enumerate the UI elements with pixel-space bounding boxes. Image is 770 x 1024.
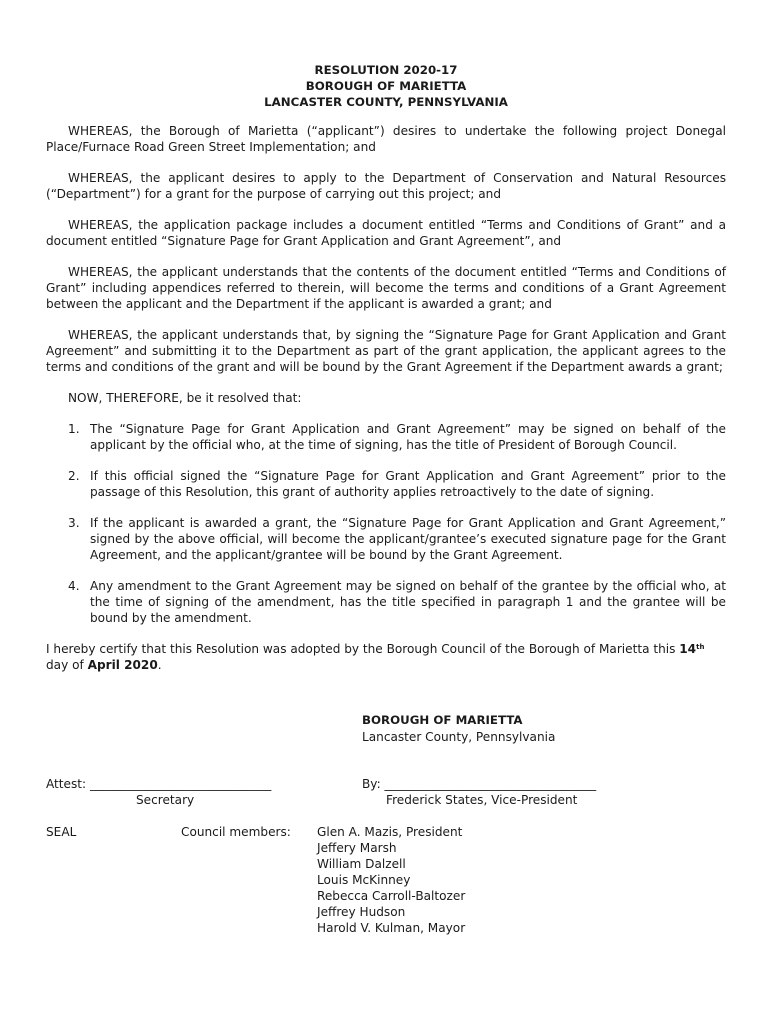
certify-day-suffix: th [696, 643, 705, 651]
whereas-paragraph: WHEREAS, the Borough of Marietta (“applicant”) desires to undertake the following project Donegal Place/Furnace Road Green Street Implementation; and [46, 124, 726, 154]
council-member: Louis McKinney [317, 873, 411, 887]
whereas-paragraph: WHEREAS, the application package includes a document entitled “Terms and Conditions of Grant” and a document entitled “Signature Page for Grant Application and Grant Agreement”, and [46, 218, 726, 248]
certify-month-year: April 2020 [87, 658, 158, 672]
resolution-document [46, 62, 726, 673]
council-member: Glen A. Mazis, President [317, 825, 463, 839]
seal-label: SEAL [46, 825, 77, 839]
resolution-items [46, 421, 726, 626]
signer-name-title: Frederick States, Vice-President [386, 793, 578, 807]
council-member: Rebecca Carroll-Baltozer [317, 889, 466, 903]
resolution-item [46, 578, 726, 626]
resolution-item [46, 421, 726, 453]
item-number: 1. [68, 422, 80, 436]
attest-title: Secretary [136, 793, 195, 807]
resolution-item [46, 515, 726, 563]
council-members-list [317, 824, 465, 936]
certify-text-middle: day of [46, 658, 88, 672]
item-text: If this official signed the “Signature Page for Grant Application and Grant Agreement” prior to the passage of this Resolution, this grant of authority applies retroactively to the date of signing. [90, 469, 726, 499]
certification-statement [46, 641, 726, 673]
item-text: The “Signature Page for Grant Application and Grant Agreement” may be signed on behalf of the applicant by the official who, at the time of signing, has the title of President of Borough Council. [90, 422, 726, 452]
certify-day: 14 [679, 642, 697, 656]
borough-heading: BOROUGH OF MARIETTA [305, 79, 467, 93]
certify-text: I hereby certify that this Resolution was adopted by the Borough Council of the Borough of Marietta this [46, 642, 680, 656]
council-member: Jeffrey Hudson [317, 905, 406, 919]
certify-text-end: . [157, 658, 162, 672]
by-signature-line: By: ___________________________________ [362, 777, 597, 791]
county-heading: LANCASTER COUNTY, PENNSYLVANIA [264, 95, 508, 109]
item-text: If the applicant is awarded a grant, the “Signature Page for Grant Application and Grant Agreement,” signed by the above official, will become the applicant/grantee’s executed signature page for the Grant Agreement, and the applicant/grantee will be bound by the Grant Agreement. [90, 516, 726, 562]
council-member: Jeffery Marsh [317, 841, 397, 855]
whereas-paragraph: WHEREAS, the applicant understands that the contents of the document entitled “Terms and Conditions of Grant” including appendices referred to therein, will become the terms and conditions of a Grant Agreement between the applicant and the Department if the applicant is awarded a grant; and [46, 265, 726, 311]
council-members-label: Council members: [181, 825, 291, 839]
resolution-number: RESOLUTION 2020-17 [314, 63, 458, 77]
council-member: Harold V. Kulman, Mayor [317, 921, 466, 935]
whereas-paragraph: WHEREAS, the applicant understands that, by signing the “Signature Page for Grant Application and Grant Agreement” and submitting it to the Department as part of the grant application, the applicant agrees to the terms and conditions of the grant and will be bound by the Grant Agreement if the Department awards a grant; [46, 328, 726, 374]
whereas-paragraph: WHEREAS, the applicant desires to apply to the Department of Conservation and Natural Resources (“Department”) for a grant for the purpose of carrying out this project; and [46, 171, 726, 201]
item-number: 2. [68, 469, 80, 483]
resolution-item [46, 468, 726, 500]
now-therefore-clause: NOW, THEREFORE, be it resolved that: [68, 391, 302, 405]
borough-location: Lancaster County, Pennsylvania [362, 730, 556, 744]
borough-signature-heading: BOROUGH OF MARIETTA [362, 713, 523, 727]
item-number: 3. [68, 516, 80, 530]
item-text: Any amendment to the Grant Agreement may be signed on behalf of the grantee by the official who, at the time of signing of the amendment, has the title specified in paragraph 1 and the grantee will be bound by the amendment. [90, 579, 726, 625]
item-number: 4. [68, 579, 80, 593]
council-member: William Dalzell [317, 857, 406, 871]
attest-signature-line: Attest: ______________________________ [46, 777, 272, 791]
